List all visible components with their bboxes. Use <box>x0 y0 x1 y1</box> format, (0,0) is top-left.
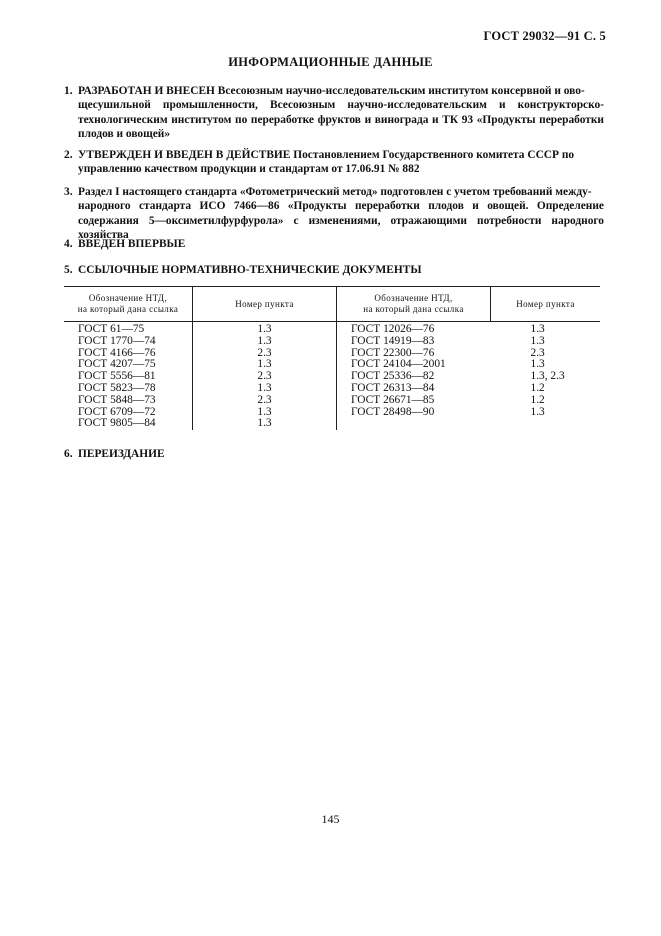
clause-cell: 2.3 <box>193 371 337 383</box>
table-row <box>64 418 600 430</box>
section-first-line <box>64 148 604 162</box>
section-developed <box>64 84 604 141</box>
header-designation-right: Обозначение НТД, на который дана ссылка <box>337 287 491 322</box>
clause-cell: 1.2 <box>530 393 545 406</box>
section-approved <box>64 148 604 177</box>
clause-cell: 1.3, 2.3 <box>530 370 565 383</box>
section-continuation: народного стандарта ИСО 7466—86 «Продукты переработки плодов и овощей. Определение содержания 5—оксиметилфурфурола» с изменениями, отражающими потребности народного хозяйства <box>78 200 604 241</box>
doc-cell: ГОСТ 14919—83 <box>351 334 435 347</box>
section-reissue <box>64 447 604 461</box>
section-number: 1. <box>64 85 73 97</box>
page-number: 145 <box>321 812 340 826</box>
reference-documents-table <box>64 286 600 430</box>
doc-cell: ГОСТ 5556—81 <box>64 371 193 383</box>
section-text: ПЕРЕИЗДАНИЕ <box>78 448 165 460</box>
doc-cell: ГОСТ 9805—84 <box>64 418 193 430</box>
section-text: УТВЕРЖДЕН И ВВЕДЕН В ДЕЙСТВИЕ Постановлением Государственного комитета СССР по <box>78 149 575 161</box>
doc-cell: ГОСТ 4207—75 <box>64 359 193 371</box>
section-continuation: щесушильной промышленности, Всесоюзным научно-исследовательским и конструкторско-технологическим институтом по переработке фруктов и винограда и ТК 93 «Продукты переработки плодов и овощей» <box>78 99 604 140</box>
section-reference-documents <box>64 263 604 277</box>
clause-cell: 1.2 <box>530 381 545 394</box>
document-reference-header: ГОСТ 29032—91 С. 5 <box>483 29 606 43</box>
clause-cell: 1.3 <box>193 418 337 430</box>
clause-cell: 1.3 <box>193 336 337 348</box>
section-text: ВВЕДЕН ВПЕРВЫЕ <box>78 238 186 250</box>
section-text: РАЗРАБОТАН И ВНЕСЕН Всесоюзным научно-исследовательским институтом консервной и ово- <box>78 85 585 97</box>
header-clause-left: Номер пункта <box>193 287 337 322</box>
section-first-line <box>64 185 604 199</box>
section-text: ССЫЛОЧНЫЕ НОРМАТИВНО-ТЕХНИЧЕСКИЕ ДОКУМЕНТЫ <box>78 264 422 276</box>
section-continuation: управлению качеством продукции и стандартам от 17.06.91 № 882 <box>78 163 420 176</box>
section-introduced <box>64 237 604 251</box>
doc-cell: ГОСТ 22300—76 <box>351 346 435 359</box>
section-number: 5. <box>64 264 73 276</box>
page-title: ИНФОРМАЦИОННЫЕ ДАННЫЕ <box>228 55 433 69</box>
table-row <box>64 383 600 395</box>
doc-cell: ГОСТ 25336—82 <box>351 370 435 383</box>
section-number: 4. <box>64 238 73 250</box>
doc-cell: ГОСТ 24104—2001 <box>351 358 446 371</box>
clause-cell: 1.3 <box>193 322 337 336</box>
doc-cell: ГОСТ 26671—85 <box>351 393 435 406</box>
doc-cell: ГОСТ 5848—73 <box>64 395 193 407</box>
doc-cell: ГОСТ 1770—74 <box>64 336 193 348</box>
table-row <box>64 336 600 348</box>
section-number: 6. <box>64 448 73 460</box>
clause-cell: 1.3 <box>193 407 337 419</box>
clause-cell: 1.3 <box>193 383 337 395</box>
section-number: 3. <box>64 186 73 198</box>
clause-cell: 1.3 <box>193 359 337 371</box>
clause-cell: 2.3 <box>530 346 545 359</box>
doc-cell: ГОСТ 28498—90 <box>351 405 435 418</box>
table-row <box>64 322 600 336</box>
clause-cell: 1.3 <box>530 358 545 371</box>
clause-cell: 1.3 <box>530 334 545 347</box>
section-text: Раздел I настоящего стандарта «Фотометрический метод» подготовлен с учетом требований между- <box>78 186 592 198</box>
doc-cell: ГОСТ 26313—84 <box>351 381 435 394</box>
table-header-row <box>64 287 600 322</box>
doc-cell: ГОСТ 12026—76 <box>351 323 435 335</box>
clause-cell: 2.3 <box>193 348 337 360</box>
clause-cell: 1.3 <box>530 323 545 335</box>
doc-cell: ГОСТ 4166—76 <box>64 348 193 360</box>
section-first-line <box>64 84 604 98</box>
doc-cell: ГОСТ 5823—78 <box>64 383 193 395</box>
header-clause-right: Номер пункта <box>491 287 601 322</box>
section-number: 2. <box>64 149 73 161</box>
doc-cell <box>337 418 491 430</box>
header-designation-left: Обозначение НТД, на который дана ссылка <box>64 287 193 322</box>
clause-cell <box>491 418 601 430</box>
doc-cell: ГОСТ 61—75 <box>64 322 193 336</box>
doc-cell: ГОСТ 6709—72 <box>64 407 193 419</box>
table-row <box>64 395 600 407</box>
section-iso-reference <box>64 185 604 242</box>
clause-cell: 2.3 <box>193 395 337 407</box>
clause-cell: 1.3 <box>530 405 545 418</box>
